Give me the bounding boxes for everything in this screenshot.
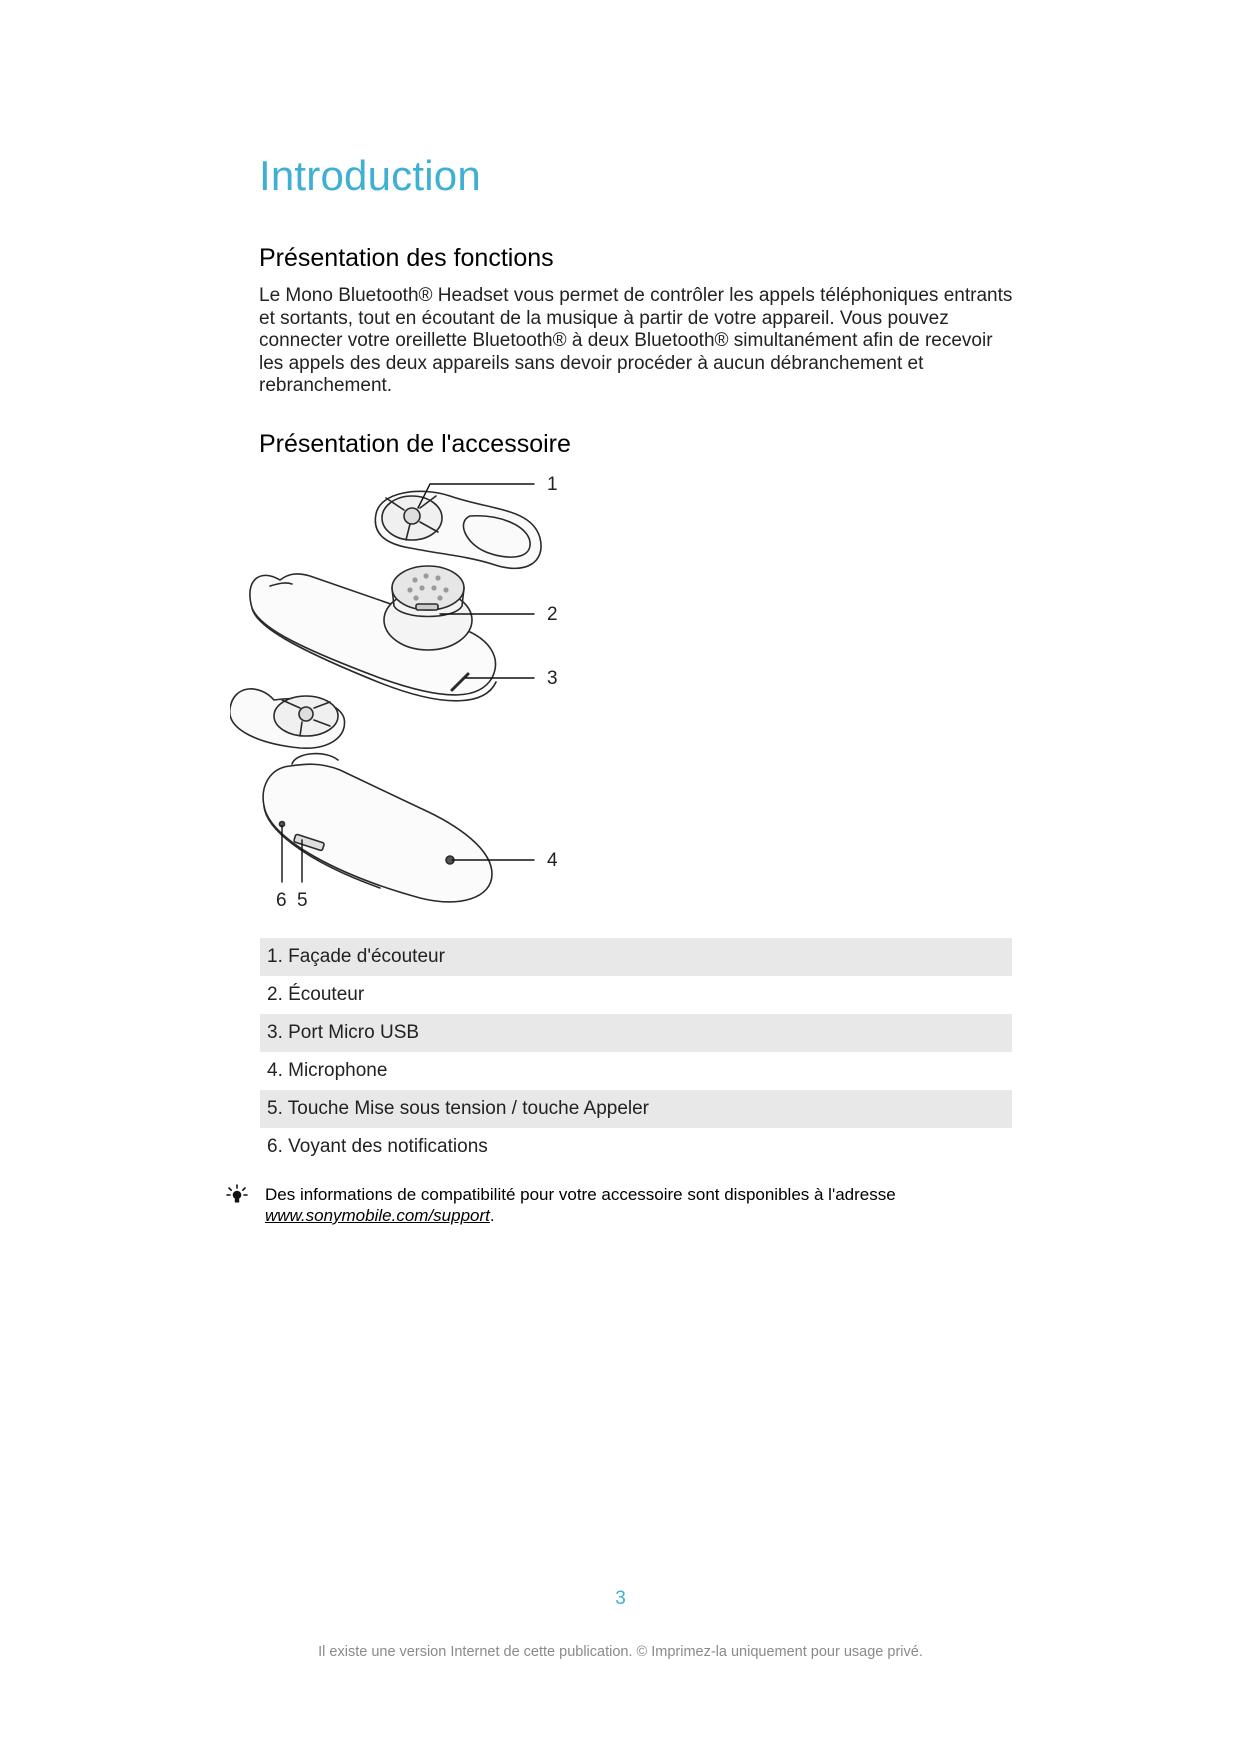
list-item: 4. Microphone [267,1059,388,1081]
callout-3: 3 [547,668,558,689]
section-heading-accessory: Présentation de l'accessoire [259,430,571,458]
callout-1: 1 [547,474,558,495]
functions-description: Le Mono Bluetooth® Headset vous permet de contrôler les appels téléphoniques entrants et sortants, tout en écoutant de la musique à partir de votre appareil. Vous pouvez connecter votre oreillette Bluetooth® à deux Bluetooth® simultanément afin de recevoir les appels des deux appareils sans devoir procéder à aucun débranchement et rebranchement. [259,285,1013,396]
page-title: Introduction [259,152,481,199]
callout-6: 6 [276,890,287,911]
tip-text: Des informations de compatibilité pour votre accessoire sont disponibles à l'adresse [265,1185,896,1204]
callout-4: 4 [547,850,558,871]
ear-cover [375,491,541,568]
headset-illustration [230,468,600,936]
list-item: 3. Port Micro USB [260,1014,1012,1052]
parts-list [260,938,1012,1166]
support-link[interactable]: www.sonymobile.com/support [265,1206,490,1225]
headset-lower-body [230,689,492,902]
earpiece-upper [384,566,472,650]
page-number: 3 [615,1588,626,1609]
section-heading-functions: Présentation des fonctions [259,244,554,272]
lightbulb-icon [226,1184,248,1206]
list-item: 5. Touche Mise sous tension / touche Appeler [260,1090,1012,1128]
tip-suffix: . [489,1206,495,1225]
callout-2: 2 [547,604,558,625]
page-footer: Il existe une version Internet de cette publication. © Imprimez-la uniquement pour usage privé. [318,1644,923,1660]
list-item: 6. Voyant des notifications [267,1135,488,1157]
list-item: 2. Écouteur [267,983,365,1005]
callout-5: 5 [297,890,308,911]
list-item: 1. Façade d'écouteur [260,938,1012,976]
